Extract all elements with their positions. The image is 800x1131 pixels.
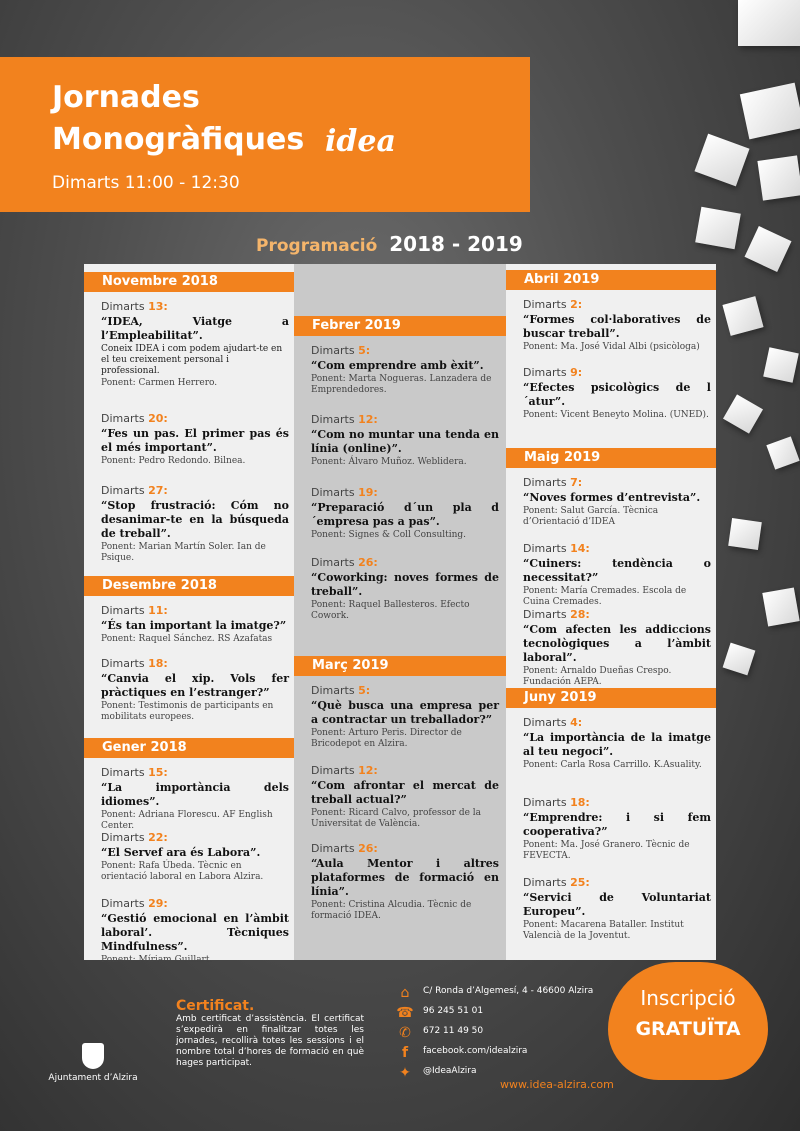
session-speaker: Ponent: Pedro Redondo. Bilnea. — [101, 456, 246, 466]
session-day: Dimarts 25: — [523, 876, 590, 889]
twitter-icon: ✦ — [399, 1065, 411, 1081]
facebook-icon: f — [401, 1045, 409, 1061]
session-speaker: Ponent: Signes & Coll Consulting. — [311, 530, 467, 540]
session-entry — [311, 486, 499, 541]
certificate-title: Certificat. — [176, 998, 255, 1014]
session-entry — [523, 366, 711, 421]
session-entry — [523, 476, 711, 528]
session-entry — [311, 344, 499, 396]
session-entry — [101, 300, 289, 389]
header-banner — [0, 57, 530, 212]
session-speaker: Ponent: Testimonis de participants en mobilitats europees. — [101, 701, 274, 722]
session-day: Dimarts 12: — [311, 764, 378, 777]
badge-line-2: GRATUÏTA — [635, 1018, 741, 1040]
session-title: “IDEA, Viatge a l’Empleabilitat”. — [101, 315, 289, 342]
phone-icon: ☎ — [396, 1005, 414, 1021]
session-day: Dimarts 5: — [311, 684, 371, 697]
session-speaker: Ponent: Álvaro Muñoz. Weblidera. — [311, 457, 467, 467]
month-header: Maig 2019 — [506, 448, 716, 468]
session-title: “El Servef ara és Labora”. — [101, 846, 261, 859]
session-day: Dimarts 13: — [101, 300, 168, 313]
session-day: Dimarts 12: — [311, 413, 378, 426]
column-1 — [84, 264, 294, 965]
session-entry — [311, 684, 499, 750]
programme-heading — [256, 232, 523, 256]
session-day: Dimarts 20: — [101, 412, 168, 425]
session-speaker: Ponent: Arnaldo Dueñas Crespo. Fundación AEPA. — [523, 666, 672, 687]
session-day: Dimarts 22: — [101, 831, 168, 844]
location-icon: ⌂ — [400, 985, 410, 1001]
session-title: “Servici de Voluntariat Europeu”. — [523, 891, 711, 918]
session-entry — [311, 556, 499, 622]
session-entry — [523, 796, 711, 862]
session-entry — [523, 542, 711, 608]
session-day: Dimarts 29: — [101, 897, 168, 910]
title-line-1: Jornades — [52, 80, 200, 115]
session-title: “Fes un pas. El primer pas és el més important”. — [101, 427, 289, 454]
free-registration-badge — [608, 962, 768, 1080]
session-speaker: Ponent: Macarena Bataller. Institut Valencià de la Joventut. — [523, 920, 684, 941]
session-title: “Efectes psicològics de l´atur”. — [523, 381, 711, 408]
session-title: “És tan important la imatge?” — [101, 619, 287, 632]
contact-address: ⌂ C/ Ronda d’Algemesí, 4 - 46600 Alzira — [396, 984, 636, 1004]
schedule-text: Dimarts 11:00 - 12:30 — [52, 173, 240, 193]
crest-icon — [82, 1043, 104, 1069]
contact-facebook[interactable]: f facebook.com/idealzira — [396, 1044, 636, 1064]
column-3 — [506, 264, 716, 960]
session-day: Dimarts 2: — [523, 298, 583, 311]
session-day: Dimarts 4: — [523, 716, 583, 729]
session-title: “Com afrontar el mercat de treball actual?” — [311, 779, 499, 806]
session-entry — [311, 764, 499, 830]
session-title: “Què busca una empresa per a contractar un treballador?” — [311, 699, 499, 726]
month-header: Gener 2018 — [84, 738, 294, 758]
session-speaker: Ponent: Salut García. Tècnica d’Orientació d’IDEA — [523, 506, 659, 527]
month-header: Desembre 2018 — [84, 576, 294, 596]
session-speaker: Ponent: María Cremades. Escola de Cuina Cremades. — [523, 586, 687, 607]
session-title: “Coworking: noves formes de treball”. — [311, 571, 499, 598]
session-entry — [523, 716, 711, 771]
certificate-info — [176, 998, 364, 1069]
session-title: “Noves formes d’entrevista”. — [523, 491, 701, 504]
month-header: Abril 2019 — [506, 270, 716, 290]
session-day: Dimarts 28: — [523, 608, 590, 621]
session-title: “La importància dels idiomes”. — [101, 781, 289, 808]
contact-phone-1[interactable]: ☎ 96 245 51 01 — [396, 1005, 484, 1021]
whatsapp-icon: ✆ — [399, 1025, 411, 1041]
session-speaker: Ponent: Carla Rosa Carrillo. K.Asuality. — [523, 760, 702, 770]
session-day: Dimarts 5: — [311, 344, 371, 357]
idea-logo: idea — [325, 124, 396, 159]
session-entry — [101, 831, 289, 883]
session-day: Dimarts 14: — [523, 542, 590, 555]
session-title: “Aula Mentor i altres plataformes de formació en línia”. — [311, 857, 499, 898]
contact-twitter[interactable]: ✦ @IdeaAlzira — [396, 1064, 636, 1084]
ajuntament-label: Ajuntament d’Alzira — [48, 1073, 138, 1083]
session-title: “Com emprendre amb èxit”. — [311, 359, 484, 372]
session-title: “Cuiners: tendència o necessitat?” — [523, 557, 711, 584]
session-speaker: Ponent: Raquel Sánchez. RS Azafatas — [101, 634, 273, 644]
badge-line-1: Inscripció — [640, 986, 736, 1010]
title-line-2: Monogràfiques — [52, 122, 305, 157]
session-day: Dimarts 19: — [311, 486, 378, 499]
session-entry — [523, 298, 711, 353]
month-header: Febrer 2019 — [294, 316, 506, 336]
session-title: “La importància de la imatge al teu negoci”. — [523, 731, 711, 758]
session-speaker: Ponent: Arturo Peris. Director de Bricodepot en Alzira. — [311, 728, 462, 749]
session-entry — [311, 842, 499, 922]
certificate-body: Amb certificat d’assistència. El certificat s’expedirà en finalitzar totes les jornades, recollirà totes les sessions i el nombre total d’hores de formació en què hages participat. — [176, 1014, 364, 1068]
session-speaker: Ponent: Raquel Ballesteros. Efecto Cowork. — [311, 600, 470, 621]
session-entry — [101, 897, 289, 966]
month-header: Novembre 2018 — [84, 272, 294, 292]
month-header: Juny 2019 — [506, 688, 716, 708]
session-speaker: Ponent: Rafa Úbeda. Tècnic en orientació laboral en Labora Alzira. — [101, 861, 264, 882]
session-title: “Gestió emocional en l’àmbit laboral’. Tècniques Mindfulness”. — [101, 912, 289, 953]
session-entry — [101, 604, 289, 645]
session-entry — [101, 484, 289, 564]
page-title — [52, 77, 304, 161]
session-day: Dimarts 18: — [101, 657, 168, 670]
session-speaker: Ponent: Vicent Beneyto Molina. (UNED). — [523, 410, 709, 420]
programme-label: Programació — [256, 236, 378, 256]
session-description: Coneix IDEA i com podem ajudart-te en el teu creixement personal i professional. — [101, 344, 283, 376]
contact-phone-2[interactable]: ✆ 672 11 49 50 — [396, 1024, 636, 1044]
session-title: “Preparació d´un pla d´empresa pas a pas”. — [311, 501, 499, 528]
column-2 — [294, 264, 506, 960]
ajuntament-logo — [48, 1043, 138, 1083]
programme-years: 2018 - 2019 — [389, 232, 523, 256]
session-day: Dimarts 27: — [101, 484, 168, 497]
session-entry — [523, 608, 711, 688]
session-title: “Formes col·laboratives de buscar treball”. — [523, 313, 711, 340]
session-day: Dimarts 11: — [101, 604, 168, 617]
session-speaker: Ponent: Ma. José Granero. Tècnic de FEVECTA. — [523, 840, 690, 861]
website-link[interactable]: www.idea-alzira.com — [500, 1078, 614, 1091]
session-entry — [101, 766, 289, 832]
session-title: “Com no muntar una tenda en línia (online)”. — [311, 428, 499, 455]
session-day: Dimarts 18: — [523, 796, 590, 809]
session-title: “Stop frustració: Cóm no desanimar-te en la búsqueda de treball”. — [101, 499, 289, 540]
session-title: “Emprendre: i si fem cooperativa?” — [523, 811, 711, 838]
session-entry — [523, 876, 711, 942]
session-speaker: Ponent: Marta Nogueras. Lanzadera de Emprendedores. — [311, 374, 492, 395]
session-speaker: Ponent: Míriam Guillart. — [101, 955, 213, 965]
session-entry — [101, 657, 289, 723]
session-speaker: Ponent: Adriana Florescu. AF English Center. — [101, 810, 273, 831]
session-entry — [101, 412, 289, 467]
session-speaker: Ponent: Marian Martín Soler. Ian de Psique. — [101, 542, 266, 563]
session-day: Dimarts 26: — [311, 842, 378, 855]
session-speaker: Ponent: Cristina Alcudia. Tècnic de formació IDEA. — [311, 900, 472, 921]
session-entry — [311, 413, 499, 468]
session-day: Dimarts 7: — [523, 476, 583, 489]
session-speaker: Ponent: Carmen Herrero. — [101, 378, 218, 388]
session-speaker: Ponent: Ricard Calvo, professor de la Universitat de València. — [311, 808, 482, 829]
session-day: Dimarts 15: — [101, 766, 168, 779]
session-title: “Canvia el xip. Vols fer pràctiques en l’estranger?” — [101, 672, 289, 699]
session-day: Dimarts 26: — [311, 556, 378, 569]
month-header: Març 2019 — [294, 656, 506, 676]
session-speaker: Ponent: Ma. José Vidal Albi (psicòloga) — [523, 342, 700, 352]
session-title: “Com afecten les addiccions tecnològiques a l’àmbit laboral”. — [523, 623, 711, 664]
session-day: Dimarts 9: — [523, 366, 583, 379]
